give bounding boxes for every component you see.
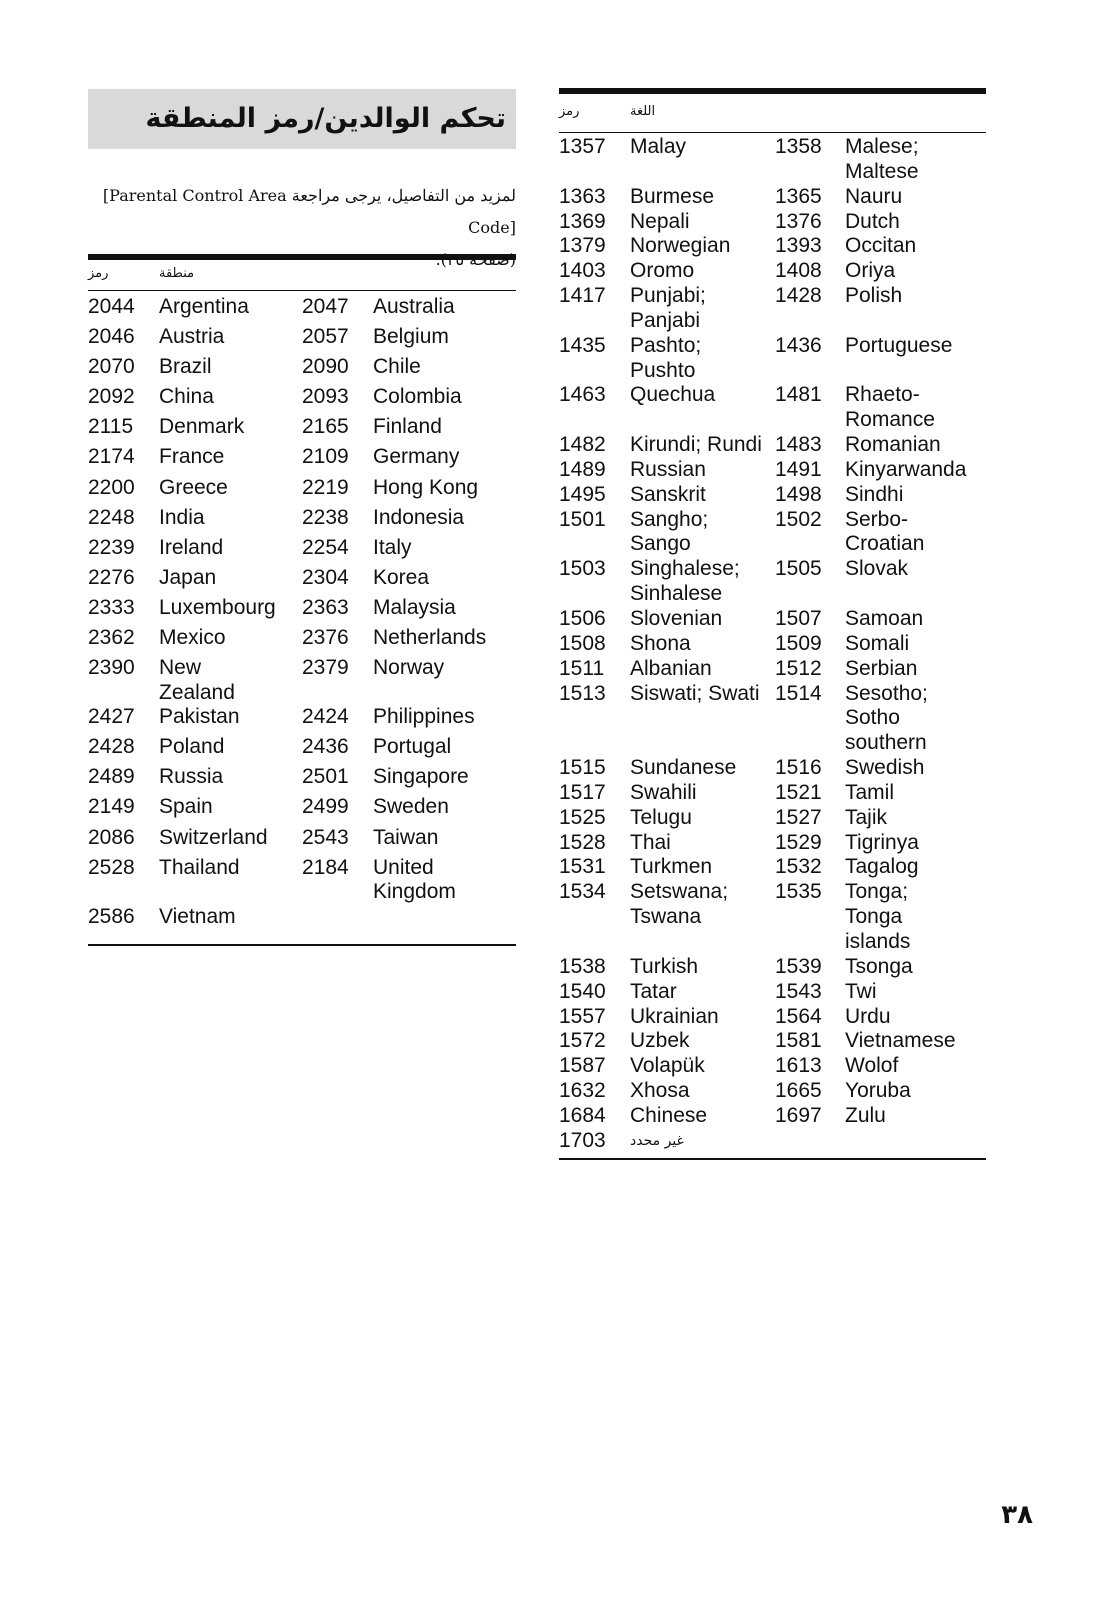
code-cell: 1528 bbox=[559, 830, 606, 854]
name-cell: Ukrainian bbox=[630, 1004, 719, 1028]
page-number: ٣٨ bbox=[1001, 1500, 1033, 1530]
code-cell: 1517 bbox=[559, 780, 606, 804]
table-row bbox=[88, 626, 516, 656]
table-row bbox=[88, 566, 516, 596]
name-cell: Swedish bbox=[845, 756, 925, 780]
table-row bbox=[88, 476, 516, 506]
code-cell: 2174 bbox=[88, 445, 135, 469]
code-cell: 2057 bbox=[302, 325, 349, 349]
table-row bbox=[88, 826, 516, 856]
code-cell: 1379 bbox=[559, 234, 606, 258]
name-cell: Taiwan bbox=[373, 825, 439, 849]
name-cell: Sangho; Sango bbox=[630, 507, 709, 556]
code-cell: 1503 bbox=[559, 557, 606, 581]
code-cell: 1491 bbox=[775, 457, 822, 481]
name-cell: Somali bbox=[845, 631, 910, 655]
code-cell: 1502 bbox=[775, 507, 822, 531]
code-cell: 2489 bbox=[88, 765, 135, 789]
section-heading: تحكم الوالدين/رمز المنطقة bbox=[145, 103, 506, 134]
code-cell: 1513 bbox=[559, 681, 606, 705]
name-cell: Sindhi bbox=[845, 482, 904, 506]
name-cell: Tagalog bbox=[845, 855, 919, 879]
name-cell: Hong Kong bbox=[373, 475, 479, 499]
table-row bbox=[88, 596, 516, 626]
name-cell: Thailand bbox=[159, 855, 240, 879]
name-cell: Slovenian bbox=[630, 607, 723, 631]
code-cell: 1521 bbox=[775, 780, 822, 804]
code-cell: 1665 bbox=[775, 1079, 822, 1103]
table-row bbox=[559, 135, 986, 185]
name-cell: Tonga; Tonga islands bbox=[845, 880, 911, 953]
name-cell: Luxembourg bbox=[159, 595, 276, 619]
table-row bbox=[559, 483, 986, 508]
table-body bbox=[559, 135, 986, 1154]
code-cell: 1514 bbox=[775, 681, 822, 705]
table-row bbox=[559, 955, 986, 980]
name-cell: Nepali bbox=[630, 209, 690, 233]
intro-line-1-arabic: لمزيد من التفاصيل، يرجى مراجعة bbox=[291, 186, 516, 205]
code-cell: 1365 bbox=[775, 184, 822, 208]
name-cell: Mexico bbox=[159, 626, 226, 650]
table-row bbox=[559, 234, 986, 259]
name-cell: Swahili bbox=[630, 780, 697, 804]
name-cell: Yoruba bbox=[845, 1079, 911, 1103]
code-cell: 2248 bbox=[88, 505, 135, 529]
code-cell: 1697 bbox=[775, 1103, 822, 1127]
code-cell: 1684 bbox=[559, 1103, 606, 1127]
section-heading-box bbox=[88, 89, 516, 149]
code-cell: 2376 bbox=[302, 626, 349, 650]
code-cell: 2379 bbox=[302, 656, 349, 680]
table-row bbox=[559, 607, 986, 632]
code-cell: 2428 bbox=[88, 735, 135, 759]
table-top-rule bbox=[559, 88, 986, 94]
code-cell: 1481 bbox=[775, 383, 822, 407]
table-body bbox=[88, 295, 516, 935]
code-cell: 1557 bbox=[559, 1004, 606, 1028]
table-row bbox=[88, 905, 516, 935]
name-cell: Denmark bbox=[159, 415, 245, 439]
code-cell: 1535 bbox=[775, 880, 822, 904]
name-cell: Xhosa bbox=[630, 1079, 690, 1103]
table-row bbox=[88, 355, 516, 385]
code-cell: 1539 bbox=[775, 954, 822, 978]
header-code: رمز bbox=[559, 104, 580, 119]
name-cell: Quechua bbox=[630, 383, 716, 407]
table-row bbox=[559, 1079, 986, 1104]
name-cell: Samoan bbox=[845, 607, 924, 631]
name-cell: Russia bbox=[159, 765, 224, 789]
code-cell: 1403 bbox=[559, 259, 606, 283]
table-row bbox=[559, 1129, 986, 1154]
code-cell: 2543 bbox=[302, 825, 349, 849]
code-cell: 1428 bbox=[775, 284, 822, 308]
name-cell: Austria bbox=[159, 325, 225, 349]
code-cell: 1538 bbox=[559, 954, 606, 978]
name-cell: Volapük bbox=[630, 1054, 705, 1078]
name-cell: Kirundi; Rundi bbox=[630, 433, 762, 457]
name-cell: Singhalese; Sinhalese bbox=[630, 557, 740, 606]
code-cell: 1515 bbox=[559, 756, 606, 780]
name-cell: Burmese bbox=[630, 184, 715, 208]
name-cell: Zulu bbox=[845, 1103, 886, 1127]
code-cell: 1525 bbox=[559, 805, 606, 829]
code-cell: 2070 bbox=[88, 355, 135, 379]
table-row bbox=[559, 334, 986, 384]
table-bottom-rule bbox=[88, 944, 516, 946]
name-cell: India bbox=[159, 505, 205, 529]
code-cell: 1509 bbox=[775, 631, 822, 655]
name-cell: Tigrinya bbox=[845, 830, 919, 854]
code-cell: 1357 bbox=[559, 135, 606, 158]
name-cell: Brazil bbox=[159, 355, 212, 379]
table-row bbox=[559, 855, 986, 880]
table-row bbox=[88, 506, 516, 536]
name-cell: Turkmen bbox=[630, 855, 713, 879]
code-cell: 1540 bbox=[559, 979, 606, 1003]
code-cell: 1532 bbox=[775, 855, 822, 879]
name-cell: Oromo bbox=[630, 259, 695, 283]
table-row bbox=[559, 781, 986, 806]
code-cell: 2362 bbox=[88, 626, 135, 650]
table-row bbox=[88, 536, 516, 566]
code-cell: 1495 bbox=[559, 482, 606, 506]
name-cell: Korea bbox=[373, 565, 430, 589]
code-cell: 2093 bbox=[302, 385, 349, 409]
code-cell: 2200 bbox=[88, 475, 135, 499]
code-cell: 2499 bbox=[302, 795, 349, 819]
name-cell: Tamil bbox=[845, 780, 895, 804]
code-cell: 1507 bbox=[775, 607, 822, 631]
name-cell: Occitan bbox=[845, 234, 917, 258]
intro-line-1-latin: [Parental Control Area Code] bbox=[102, 186, 516, 237]
name-cell: Vietnam bbox=[159, 904, 236, 928]
code-cell: 1516 bbox=[775, 756, 822, 780]
table-row bbox=[559, 259, 986, 284]
code-cell: 1572 bbox=[559, 1029, 606, 1053]
table-row bbox=[559, 185, 986, 210]
table-row bbox=[559, 806, 986, 831]
name-cell: Russian bbox=[630, 457, 706, 481]
name-cell: Serbo- Croatian bbox=[845, 507, 925, 556]
name-cell: Malaysia bbox=[373, 595, 456, 619]
name-cell: Turkish bbox=[630, 954, 699, 978]
code-cell: 1613 bbox=[775, 1054, 822, 1078]
table-row bbox=[88, 295, 516, 325]
name-cell: Punjabi; Panjabi bbox=[630, 284, 706, 332]
code-cell: 2333 bbox=[88, 595, 135, 619]
name-cell: Norwegian bbox=[630, 234, 731, 258]
code-cell: 2086 bbox=[88, 825, 135, 849]
table-row bbox=[88, 415, 516, 445]
language-code-table bbox=[559, 88, 986, 1160]
name-cell: Oriya bbox=[845, 259, 896, 283]
code-cell: 1463 bbox=[559, 383, 606, 407]
name-cell: Nauru bbox=[845, 184, 903, 208]
name-cell: United Kingdom bbox=[373, 855, 456, 904]
code-cell: 2586 bbox=[88, 904, 135, 928]
code-cell: 1369 bbox=[559, 209, 606, 233]
name-cell: Sesotho; Sotho southern bbox=[845, 681, 928, 755]
code-cell: 2092 bbox=[88, 385, 135, 409]
name-cell: Poland bbox=[159, 735, 225, 759]
name-cell: Malay bbox=[630, 135, 687, 158]
name-cell: Germany bbox=[373, 445, 460, 469]
table-row bbox=[88, 765, 516, 795]
code-cell: 1587 bbox=[559, 1054, 606, 1078]
table-top-rule bbox=[88, 254, 516, 260]
table-row bbox=[559, 632, 986, 657]
name-cell: Belgium bbox=[373, 325, 449, 349]
name-cell: Finland bbox=[373, 415, 442, 439]
code-cell: 1358 bbox=[775, 135, 822, 158]
name-cell: Chile bbox=[373, 355, 421, 379]
code-cell: 1581 bbox=[775, 1029, 822, 1053]
code-cell: 1483 bbox=[775, 433, 822, 457]
table-header bbox=[559, 102, 986, 133]
name-cell: Malese; Maltese bbox=[845, 135, 919, 183]
table-row bbox=[88, 445, 516, 475]
code-cell: 2528 bbox=[88, 855, 135, 879]
code-cell: 1505 bbox=[775, 557, 822, 581]
code-cell: 1498 bbox=[775, 482, 822, 506]
name-cell: Switzerland bbox=[159, 825, 268, 849]
code-cell: 2254 bbox=[302, 535, 349, 559]
table-row bbox=[88, 795, 516, 825]
name-cell: Australia bbox=[373, 295, 455, 318]
code-cell: 1703 bbox=[559, 1128, 606, 1152]
name-cell: Siswati; Swati bbox=[630, 681, 760, 705]
name-cell: Netherlands bbox=[373, 626, 487, 650]
name-cell: Dutch bbox=[845, 209, 900, 233]
name-cell: Uzbek bbox=[630, 1029, 690, 1053]
code-cell: 2363 bbox=[302, 595, 349, 619]
code-cell: 2424 bbox=[302, 705, 349, 729]
name-cell: Shona bbox=[630, 631, 691, 655]
name-cell: Polish bbox=[845, 284, 903, 308]
code-cell: 2501 bbox=[302, 765, 349, 789]
table-row bbox=[559, 980, 986, 1005]
code-cell: 2165 bbox=[302, 415, 349, 439]
code-cell: 2149 bbox=[88, 795, 135, 819]
code-cell: 1529 bbox=[775, 830, 822, 854]
code-cell: 1417 bbox=[559, 284, 606, 308]
name-cell: Philippines bbox=[373, 705, 475, 729]
table-row bbox=[88, 735, 516, 765]
name-cell: Portugal bbox=[373, 735, 452, 759]
header-name: اللغة bbox=[630, 104, 656, 119]
intro-line-1 bbox=[88, 180, 516, 244]
code-cell: 1632 bbox=[559, 1079, 606, 1103]
code-cell: 2436 bbox=[302, 735, 349, 759]
table-row bbox=[559, 1054, 986, 1079]
name-cell: Ireland bbox=[159, 535, 224, 559]
table-row bbox=[559, 682, 986, 757]
name-cell: Twi bbox=[845, 979, 877, 1003]
name-cell: Italy bbox=[373, 535, 412, 559]
name-cell: Argentina bbox=[159, 295, 249, 318]
table-row bbox=[559, 458, 986, 483]
code-cell: 2219 bbox=[302, 475, 349, 499]
name-cell: Sundanese bbox=[630, 756, 737, 780]
header-name: منطقة bbox=[159, 266, 195, 281]
code-cell: 2090 bbox=[302, 355, 349, 379]
table-row bbox=[559, 433, 986, 458]
name-cell: Telugu bbox=[630, 805, 692, 829]
code-cell: 1508 bbox=[559, 631, 606, 655]
code-cell: 2109 bbox=[302, 445, 349, 469]
country-code-table bbox=[88, 254, 516, 946]
name-cell: Slovak bbox=[845, 557, 909, 581]
table-row bbox=[559, 557, 986, 607]
name-cell: Norway bbox=[373, 656, 445, 680]
table-row bbox=[559, 756, 986, 781]
code-cell: 1527 bbox=[775, 805, 822, 829]
table-row bbox=[88, 705, 516, 735]
name-cell: New Zealand bbox=[159, 656, 235, 704]
name-cell: Serbian bbox=[845, 656, 918, 680]
table-row bbox=[559, 210, 986, 235]
code-cell: 1512 bbox=[775, 656, 822, 680]
name-cell: Spain bbox=[159, 795, 213, 819]
name-cell: France bbox=[159, 445, 225, 469]
name-cell: Sweden bbox=[373, 795, 449, 819]
name-cell: Kinyarwanda bbox=[845, 457, 967, 481]
code-cell: 2046 bbox=[88, 325, 135, 349]
code-cell: 1376 bbox=[775, 209, 822, 233]
code-cell: 2239 bbox=[88, 535, 135, 559]
name-cell: Tatar bbox=[630, 979, 677, 1003]
code-cell: 1393 bbox=[775, 234, 822, 258]
name-cell: Sanskrit bbox=[630, 482, 706, 506]
name-cell: Thai bbox=[630, 830, 671, 854]
code-cell: 2276 bbox=[88, 565, 135, 589]
table-row bbox=[559, 657, 986, 682]
code-cell: 1482 bbox=[559, 433, 606, 457]
name-cell: Rhaeto- Romance bbox=[845, 383, 935, 432]
header-code: رمز bbox=[88, 266, 109, 281]
code-cell: 2304 bbox=[302, 565, 349, 589]
code-cell: 2044 bbox=[88, 295, 135, 318]
code-cell: 1363 bbox=[559, 184, 606, 208]
code-cell: 2238 bbox=[302, 505, 349, 529]
name-cell: Greece bbox=[159, 475, 228, 499]
table-row bbox=[88, 325, 516, 355]
code-cell: 1435 bbox=[559, 333, 606, 357]
code-cell: 1531 bbox=[559, 855, 606, 879]
name-cell: Singapore bbox=[373, 765, 469, 789]
name-cell: Pakistan bbox=[159, 705, 240, 729]
name-cell: Setswana; Tswana bbox=[630, 880, 729, 929]
name-cell: Chinese bbox=[630, 1103, 708, 1127]
code-cell: 1489 bbox=[559, 457, 606, 481]
code-cell: 1436 bbox=[775, 333, 822, 357]
code-cell: 1564 bbox=[775, 1004, 822, 1028]
name-cell: Portuguese bbox=[845, 333, 953, 357]
code-cell: 1534 bbox=[559, 880, 606, 904]
name-cell: Albanian bbox=[630, 656, 712, 680]
table-row bbox=[559, 1005, 986, 1030]
code-cell: 2184 bbox=[302, 855, 349, 879]
code-cell: 1501 bbox=[559, 507, 606, 531]
name-cell: Romanian bbox=[845, 433, 941, 457]
table-row bbox=[88, 856, 516, 905]
code-cell: 1408 bbox=[775, 259, 822, 283]
name-cell: Wolof bbox=[845, 1054, 899, 1078]
table-bottom-rule bbox=[559, 1158, 986, 1160]
name-cell: Indonesia bbox=[373, 505, 465, 529]
table-row bbox=[559, 284, 986, 334]
name-cell: Pashto; Pushto bbox=[630, 333, 702, 382]
code-cell: 1511 bbox=[559, 656, 605, 680]
name-cell: Japan bbox=[159, 565, 217, 589]
name-cell: Tsonga bbox=[845, 954, 913, 978]
table-row bbox=[559, 831, 986, 856]
code-cell: 1506 bbox=[559, 607, 606, 631]
table-row bbox=[559, 383, 986, 433]
code-cell: 2427 bbox=[88, 705, 135, 729]
table-row bbox=[559, 508, 986, 558]
table-row bbox=[559, 1029, 986, 1054]
name-cell: Vietnamese bbox=[845, 1029, 956, 1053]
code-cell: 2047 bbox=[302, 295, 349, 318]
name-cell: غير محدد bbox=[630, 1132, 684, 1149]
code-cell: 2115 bbox=[88, 415, 134, 439]
table-row bbox=[559, 1104, 986, 1129]
name-cell: Colombia bbox=[373, 385, 462, 409]
table-row bbox=[559, 880, 986, 955]
name-cell: Tajik bbox=[845, 805, 888, 829]
table-row bbox=[88, 385, 516, 415]
code-cell: 2390 bbox=[88, 656, 135, 680]
code-cell: 1543 bbox=[775, 979, 822, 1003]
table-header bbox=[88, 264, 516, 291]
table-row bbox=[88, 656, 516, 705]
name-cell: Urdu bbox=[845, 1004, 891, 1028]
name-cell: China bbox=[159, 385, 214, 409]
